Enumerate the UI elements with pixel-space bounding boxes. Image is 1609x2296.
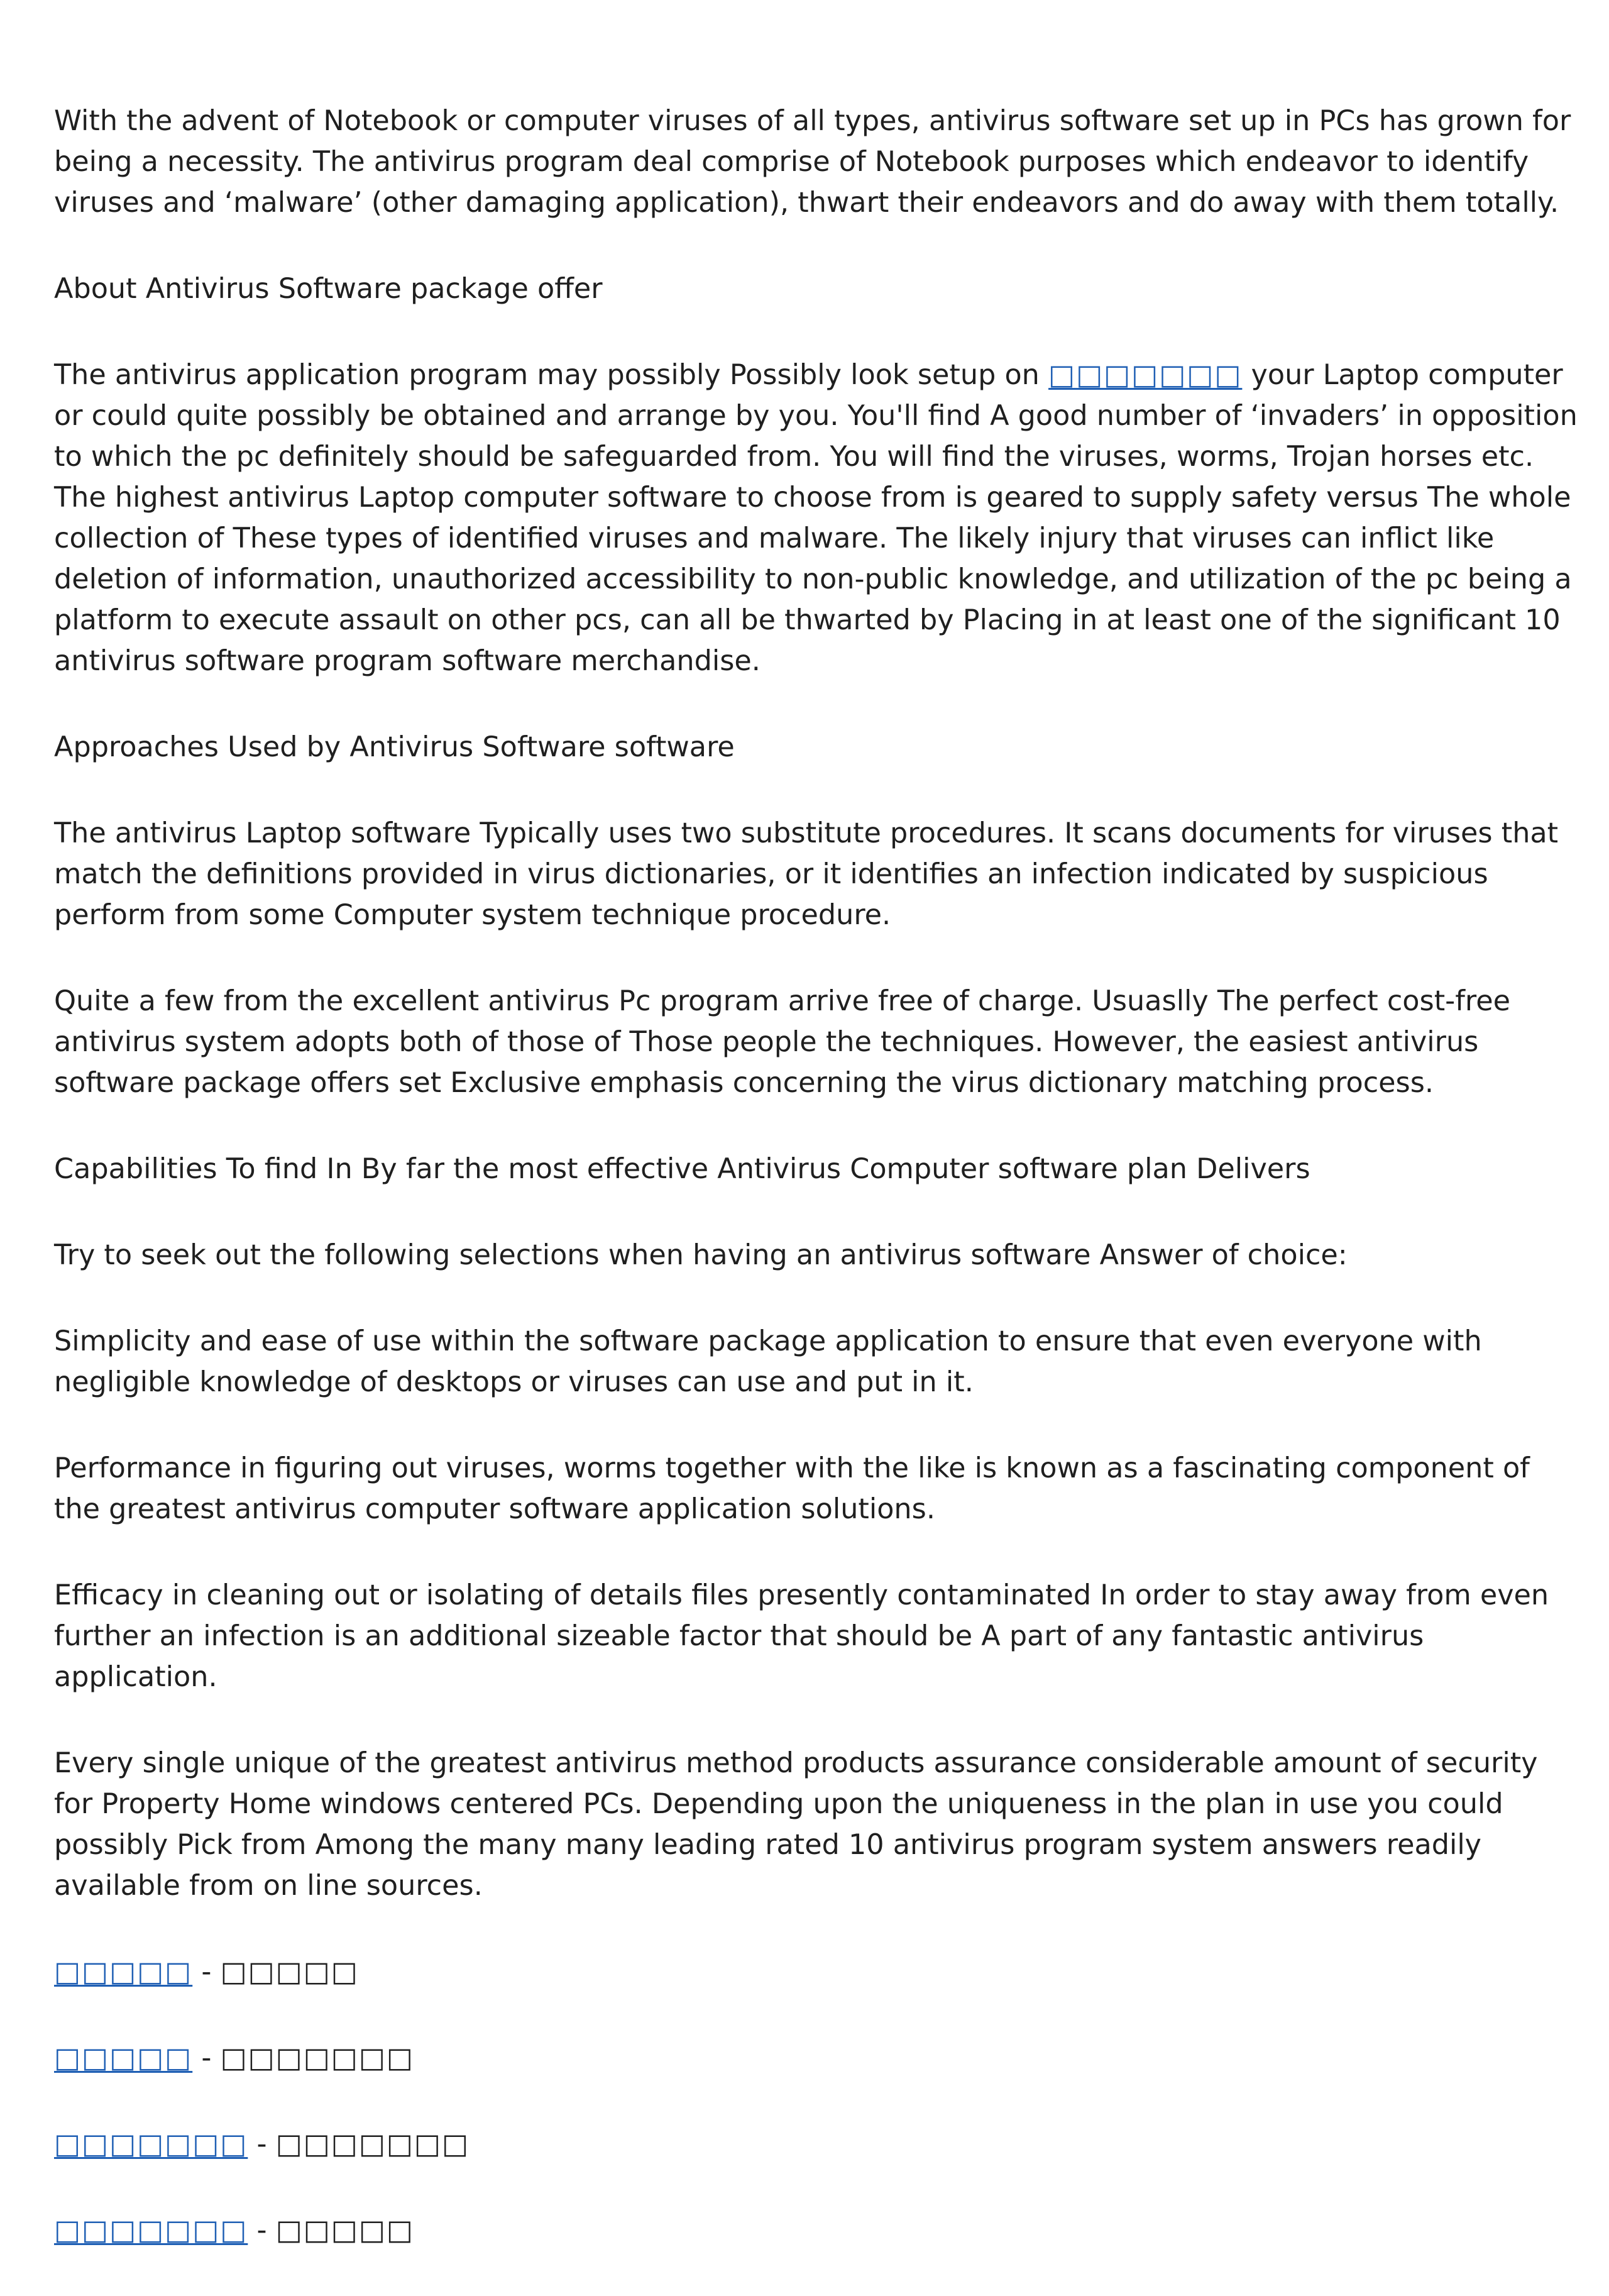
footer-link-3[interactable]: □□□□□□□ bbox=[54, 2128, 248, 2160]
link-row-1 bbox=[54, 1951, 1578, 1992]
link-separator: - bbox=[248, 2214, 276, 2246]
paragraph-about-text-start: The antivirus application program may possibly Possibly look setup on bbox=[54, 359, 1049, 391]
link-row-3 bbox=[54, 2124, 1578, 2165]
paragraph-about-text-end: your Laptop computer or could quite possibly be obtained and arrange by you. You'll find A good number of ‘invaders’ in opposition to which the pc definitely should be safeguarded from. You will find the viruses, worms, Trojan horses etc. The highest antivirus Laptop computer software to choose from is geared to supply safety versus The whole collection of These types of identified viruses and malware. The likely injury that viruses can inflict like deletion of information, unauthorized accessibility to non-public knowledge, and utilization of the pc being a platform to execute assault on other pcs, can all be thwarted by Placing in at least one of the significant 10 antivirus software program software merchandise. bbox=[54, 359, 1578, 677]
link-description-1: □□□□□ bbox=[220, 1956, 359, 1988]
paragraph-performance: Performance in figuring out viruses, worms together with the like is known as a fascinating component of the greatest antivirus computer software application solutions. bbox=[54, 1452, 1530, 1525]
footer-link-1[interactable]: □□□□□ bbox=[54, 1956, 193, 1988]
link-row-4 bbox=[54, 2210, 1578, 2251]
document-body bbox=[54, 101, 1578, 2296]
paragraph-security: Every single unique of the greatest antivirus method products assurance considerable amount of security for Property Home windows centered PCs. Depending upon the uniqueness in the plan in use you could possibly Pick from Among the many many leading rated 10 antivirus program system answers readily available from on line sources. bbox=[54, 1747, 1538, 1902]
paragraph-about bbox=[54, 355, 1578, 682]
inline-link[interactable]: □□□□□□□ bbox=[1048, 359, 1243, 391]
paragraph-simplicity: Simplicity and ease of use within the software package application to ensure that even everyone with negligible knowledge of desktops or viruses can use and put in it. bbox=[54, 1325, 1482, 1398]
heading-approaches: Approaches Used by Antivirus Software software bbox=[54, 731, 735, 763]
footer-link-4[interactable]: □□□□□□□ bbox=[54, 2214, 248, 2246]
footer-link-2[interactable]: □□□□□ bbox=[54, 2042, 193, 2074]
paragraph-free-antivirus: Quite a few from the excellent antivirus Pc program arrive free of charge. Usuaslly The perfect cost-free antivirus system adopts both of those of Those people the techniques. However, the easiest antivirus software package offers set Exclusive emphasis concerning the virus dictionary matching process. bbox=[54, 985, 1510, 1099]
link-separator: - bbox=[248, 2128, 276, 2160]
link-separator: - bbox=[192, 1956, 221, 1988]
link-row-2 bbox=[54, 2038, 1578, 2078]
paragraph-intro: With the advent of Notebook or computer viruses of all types, antivirus software set up in PCs has grown for being a necessity. The antivirus program deal comprise of Notebook purposes which endeavor to identify viruses and ‘malware’ (other damaging application), thwart their endeavors and do away with them totally. bbox=[54, 105, 1571, 219]
paragraph-approaches: The antivirus Laptop software Typically uses two substitute procedures. It scans documents for viruses that match the definitions provided in virus dictionaries, or it identifies an infection indicated by suspicious perform from some Computer system technique procedure. bbox=[54, 817, 1559, 931]
paragraph-efficacy: Efficacy in cleaning out or isolating of details files presently contaminated In order to stay away from even further an infection is an additional sizeable factor that should be A part of any fantastic antivirus application. bbox=[54, 1579, 1549, 1693]
link-separator: - bbox=[192, 2042, 221, 2074]
heading-about: About Antivirus Software package offer bbox=[54, 273, 603, 305]
link-description-2: □□□□□□□ bbox=[220, 2042, 414, 2074]
paragraph-selections: Try to seek out the following selections when having an antivirus software Answer of choice: bbox=[54, 1239, 1348, 1271]
link-description-4: □□□□□ bbox=[275, 2214, 414, 2246]
heading-capabilities: Capabilities To find In By far the most effective Antivirus Computer software plan Delivers bbox=[54, 1153, 1310, 1185]
link-description-3: □□□□□□□ bbox=[275, 2128, 470, 2160]
